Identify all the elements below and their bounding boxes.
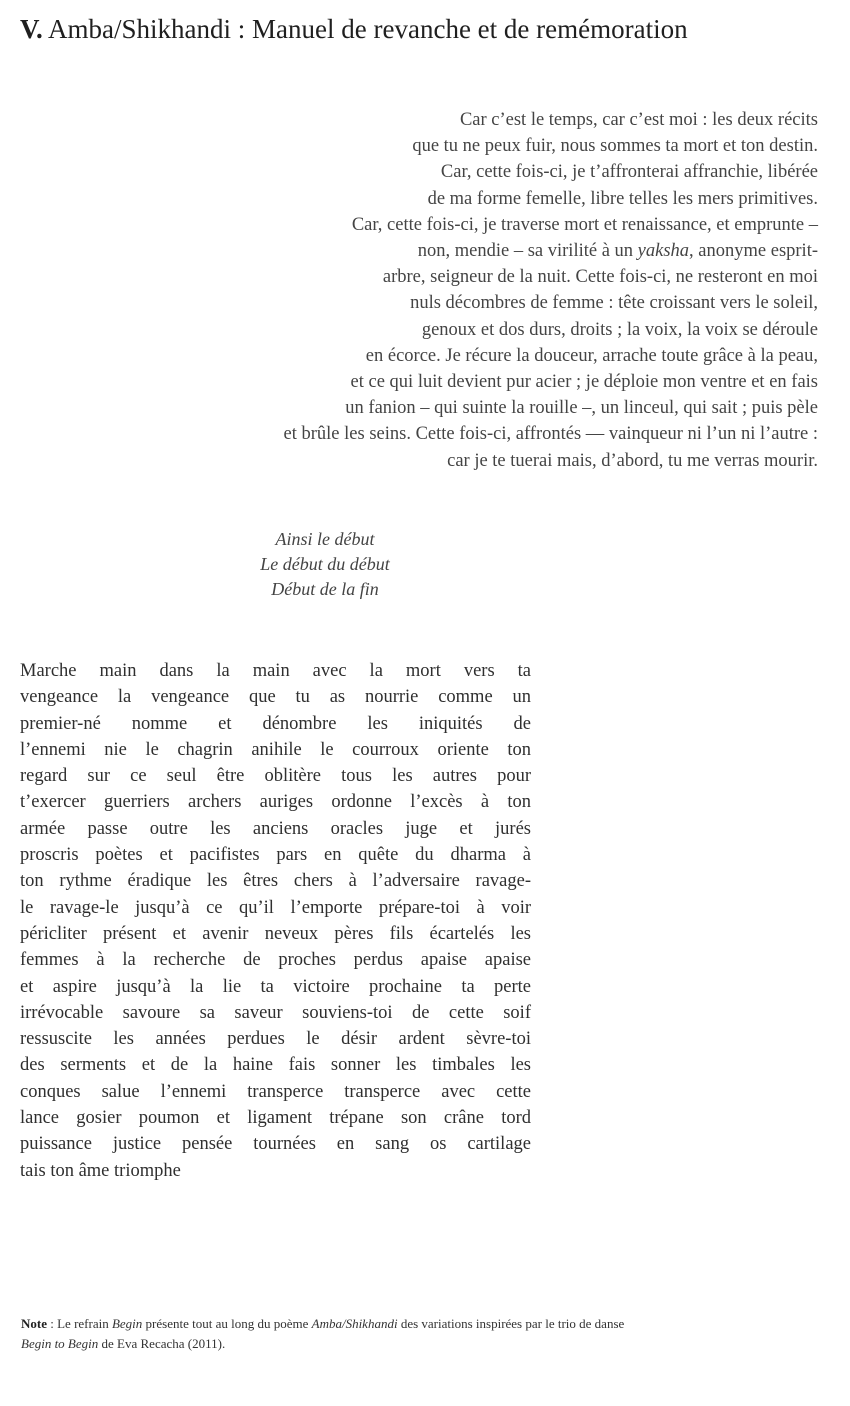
- prose-line: vengeance la vengeance que tu as nourrie comme un: [20, 687, 531, 708]
- footnote-text: des variations inspirées par le trio de danse: [397, 1316, 625, 1331]
- prose-line: ton rythme éradique les êtres chers à l’adversaire ravage-: [20, 871, 531, 892]
- prose-line: l’ennemi nie le chagrin anihile le courroux oriente ton: [20, 739, 531, 760]
- footnote-work-title: Begin to Begin: [21, 1336, 99, 1351]
- refrain-line: Début de la fin: [271, 579, 379, 599]
- footnote-title-begin: Begin: [111, 1316, 143, 1331]
- footnote-label: Note: [21, 1316, 47, 1331]
- refrain-line: Ainsi le début: [275, 529, 375, 549]
- stanza-fragment: non, mendie – sa virilité à un: [417, 241, 638, 262]
- stanza-line: Car, cette fois-ci, je t’affronterai affranchie, libérée: [440, 162, 818, 183]
- prose-line: Marche main dans la main avec la mort vers ta: [20, 661, 531, 681]
- stanza-line: car je te tuerai mais, d’abord, tu me verras mourir.: [447, 450, 818, 471]
- prose-line: femmes à la recherche de proches perdus apaise apaise: [20, 950, 531, 971]
- prose-line: regard sur ce seul être oblitère tous les autres pour: [20, 766, 531, 787]
- stanza-line: nuls décombres de femme : tête croissant vers le soleil,: [410, 293, 818, 314]
- stanza-line: de ma forme femelle, libre telles les mers primitives.: [427, 188, 818, 209]
- stanza-line: arbre, seigneur de la nuit. Cette fois-ci, ne resteront en moi: [382, 267, 818, 288]
- stanza-line: en écorce. Je récure la douceur, arrache toute grâce à la peau,: [365, 345, 818, 366]
- refrain-block: [150, 527, 500, 602]
- prose-line: premier-né nomme et dénombre les iniquités de: [20, 713, 531, 734]
- stanza-line: genoux et dos durs, droits ; la voix, la voix se déroule: [421, 319, 818, 340]
- prose-poem: [20, 658, 531, 1184]
- footnote-text: : Le refrain: [47, 1316, 112, 1331]
- opening-stanza: [158, 107, 818, 474]
- prose-line: puissance justice pensée tournées en sang os cartilage: [20, 1134, 531, 1155]
- prose-line: armée passe outre les anciens oracles juge et jurés: [20, 818, 531, 839]
- stanza-fragment: , anonyme esprit-: [689, 241, 818, 262]
- prose-line: tais ton âme triomphe: [20, 1160, 181, 1181]
- section-title-text: Amba/Shikhandi : Manuel de revanche et de remémoration: [48, 14, 688, 44]
- prose-line: des serments et de la haine fais sonner les timbales les: [20, 1055, 531, 1076]
- section-number: V.: [20, 14, 43, 44]
- prose-line: ressuscite les années perdues le désir ardent sèvre-toi: [20, 1029, 531, 1050]
- footnote-poem-title: Amba/Shikhandi: [311, 1316, 398, 1331]
- prose-line: irrévocable savoure sa saveur souviens-toi de cette soif: [20, 1002, 531, 1023]
- stanza-line: un fanion – qui suinte la rouille –, un linceul, qui sait ; puis pèle: [345, 398, 818, 419]
- prose-line: proscris poètes et pacifistes pars en quête du dharma à: [20, 845, 531, 866]
- stanza-line: que tu ne peux fuir, nous sommes ta mort et ton destin.: [412, 136, 818, 157]
- stanza-line: et ce qui luit devient pur acier ; je déploie mon ventre et en fais: [350, 372, 818, 393]
- prose-line: lance gosier poumon et ligament trépane son crâne tord: [20, 1108, 531, 1129]
- prose-line: le ravage-le jusqu’à ce qu’il l’emporte prépare-toi à voir: [20, 897, 531, 918]
- stanza-line: Car, cette fois-ci, je traverse mort et renaissance, et emprunte –: [351, 214, 818, 235]
- section-title: [20, 14, 688, 45]
- footnote: [21, 1314, 821, 1354]
- prose-line: t’exercer guerriers archers auriges ordonne l’excès à ton: [20, 792, 531, 813]
- prose-line: et aspire jusqu’à la lie ta victoire prochaine ta perte: [20, 976, 531, 997]
- footnote-text: présente tout au long du poème: [142, 1316, 312, 1331]
- stanza-line: et brûle les seins. Cette fois-ci, affrontés — vainqueur ni l’un ni l’autre :: [283, 424, 818, 445]
- prose-line: péricliter présent et avenir neveux pères fils écartelés les: [20, 923, 531, 944]
- stanza-line: Car c’est le temps, car c’est moi : les deux récits: [459, 110, 818, 130]
- stanza-line-yaksha: [158, 238, 818, 264]
- prose-line: conques salue l’ennemi transperce transperce avec cette: [20, 1081, 531, 1102]
- yaksha-term: yaksha: [637, 241, 690, 262]
- refrain-line: Le début du début: [260, 554, 390, 574]
- footnote-text: de Eva Recacha (2011).: [98, 1336, 226, 1351]
